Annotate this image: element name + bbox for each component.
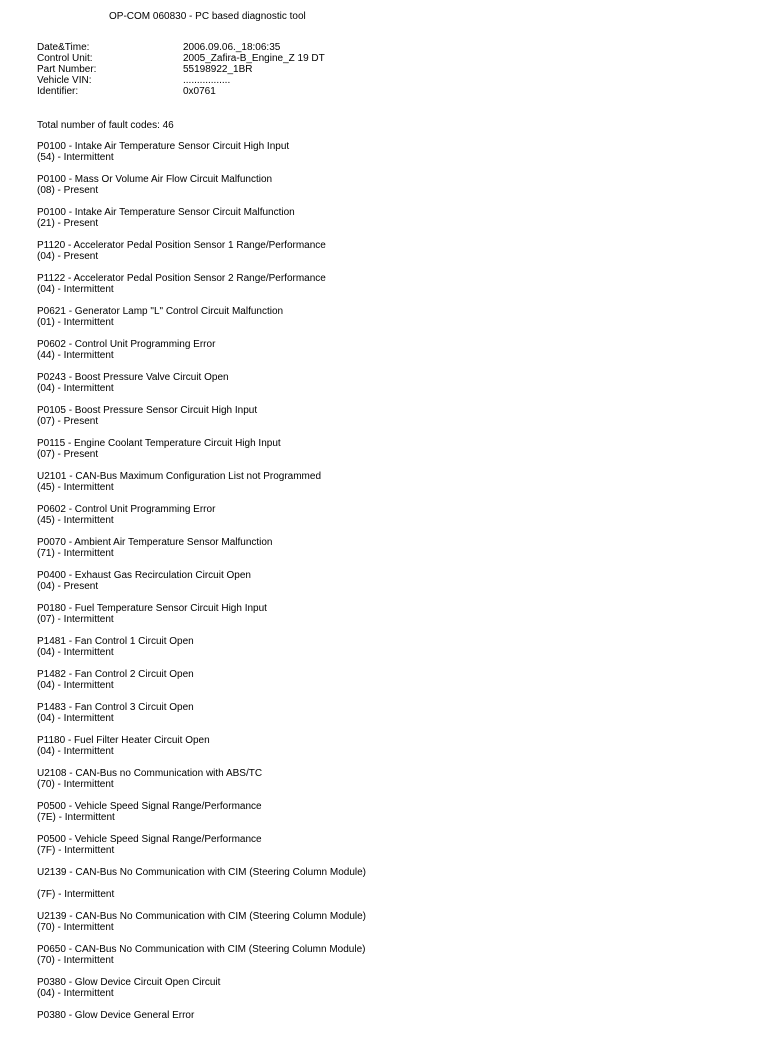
fault-status: (07) - Present	[37, 416, 99, 427]
fault-code-description: P1482 - Fan Control 2 Circuit Open	[37, 669, 194, 680]
fault-code-description: P0500 - Vehicle Speed Signal Range/Performance	[37, 834, 262, 845]
fault-status: (04) - Intermittent	[37, 647, 114, 658]
fault-entry	[37, 570, 366, 592]
fault-code-description: P1120 - Accelerator Pedal Position Sensor 1 Range/Performance	[37, 240, 326, 251]
fault-code-description: P1180 - Fuel Filter Heater Circuit Open	[37, 735, 210, 746]
info-label: Vehicle VIN:	[37, 75, 92, 86]
fault-code-description: U2108 - CAN-Bus no Communication with ABS/TC	[37, 768, 263, 779]
info-label: Date&Time:	[37, 42, 90, 53]
fault-code-description: P0115 - Engine Coolant Temperature Circuit High Input	[37, 438, 281, 449]
fault-status: (04) - Present	[37, 581, 99, 592]
fault-status: (04) - Intermittent	[37, 284, 114, 295]
fault-entry	[37, 240, 366, 262]
fault-status: (71) - Intermittent	[37, 548, 114, 559]
fault-status: (45) - Intermittent	[37, 515, 114, 526]
fault-code-description: P1122 - Accelerator Pedal Position Sensor 2 Range/Performance	[37, 273, 326, 284]
fault-list	[37, 141, 366, 1043]
fault-entry	[37, 977, 366, 999]
fault-entry	[37, 141, 366, 163]
fault-entry	[37, 735, 366, 757]
info-label: Part Number:	[37, 64, 97, 75]
fault-entry	[37, 471, 366, 493]
fault-code-description: P0650 - CAN-Bus No Communication with CIM (Steering Column Module)	[37, 944, 366, 955]
fault-entry	[37, 174, 366, 196]
fault-status: (04) - Intermittent	[37, 680, 114, 691]
fault-code-description: P0105 - Boost Pressure Sensor Circuit High Input	[37, 405, 258, 416]
fault-code-description: P0400 - Exhaust Gas Recirculation Circuit Open	[37, 570, 251, 581]
fault-status: (07) - Intermittent	[37, 614, 114, 625]
info-value: 2005_Zafira-B_Engine_Z 19 DT	[183, 53, 325, 64]
info-label: Identifier:	[37, 86, 79, 97]
fault-status	[37, 1021, 366, 1032]
fault-entry	[37, 669, 366, 691]
fault-entry	[37, 306, 366, 328]
fault-code-description: P0500 - Vehicle Speed Signal Range/Performance	[37, 801, 262, 812]
fault-code-description: P1483 - Fan Control 3 Circuit Open	[37, 702, 194, 713]
fault-entry	[37, 801, 366, 823]
fault-entry	[37, 438, 366, 460]
info-value: 2006.09.06._18:06:35	[183, 42, 281, 53]
fault-status: (70) - Intermittent	[37, 955, 114, 966]
fault-code-description: P0100 - Intake Air Temperature Sensor Circuit Malfunction	[37, 207, 295, 218]
fault-entry	[37, 207, 366, 229]
info-value: 0x0761	[183, 86, 216, 97]
document-title: OP-COM 060830 - PC based diagnostic tool	[109, 11, 306, 22]
fault-code-description: P1481 - Fan Control 1 Circuit Open	[37, 636, 194, 647]
fault-status: (44) - Intermittent	[37, 350, 114, 361]
fault-status: (21) - Present	[37, 218, 99, 229]
fault-status: (7F) - Intermittent	[37, 889, 115, 900]
fault-entry	[37, 702, 366, 724]
fault-code-description: P0380 - Glow Device Circuit Open Circuit	[37, 977, 221, 988]
fault-code-description: P0180 - Fuel Temperature Sensor Circuit High Input	[37, 603, 267, 614]
fault-entry	[37, 911, 366, 933]
info-value: .................	[183, 75, 231, 86]
fault-code-description: P0602 - Control Unit Programming Error	[37, 504, 216, 515]
fault-entry	[37, 405, 366, 427]
fault-entry	[37, 372, 366, 394]
fault-count-summary: Total number of fault codes: 46	[37, 120, 174, 131]
fault-status: (7E) - Intermittent	[37, 812, 115, 823]
fault-entry	[37, 537, 366, 559]
fault-entry	[37, 867, 366, 900]
fault-entry	[37, 834, 366, 856]
fault-status: (54) - Intermittent	[37, 152, 114, 163]
fault-status: (70) - Intermittent	[37, 779, 114, 790]
fault-status: (04) - Intermittent	[37, 383, 114, 394]
fault-entry	[37, 1010, 366, 1032]
fault-entry	[37, 768, 366, 790]
fault-entry	[37, 504, 366, 526]
fault-entry	[37, 339, 366, 361]
fault-status: (70) - Intermittent	[37, 922, 114, 933]
fault-code-description: P0100 - Mass Or Volume Air Flow Circuit Malfunction	[37, 174, 273, 185]
fault-code-description: P0100 - Intake Air Temperature Sensor Circuit High Input	[37, 141, 290, 152]
fault-status: (04) - Intermittent	[37, 988, 114, 999]
fault-status: (07) - Present	[37, 449, 99, 460]
fault-status: (04) - Present	[37, 251, 99, 262]
info-value: 55198922_1BR	[183, 64, 253, 75]
fault-status: (45) - Intermittent	[37, 482, 114, 493]
fault-code-description: P0621 - Generator Lamp "L" Control Circuit Malfunction	[37, 306, 284, 317]
fault-code-description: P0602 - Control Unit Programming Error	[37, 339, 216, 350]
info-label: Control Unit:	[37, 53, 93, 64]
fault-entry	[37, 603, 366, 625]
fault-status: (01) - Intermittent	[37, 317, 114, 328]
fault-code-description: P0380 - Glow Device General Error	[37, 1010, 195, 1021]
fault-code-description: U2139 - CAN-Bus No Communication with CIM (Steering Column Module)	[37, 867, 367, 878]
fault-code-description: U2139 - CAN-Bus No Communication with CIM (Steering Column Module)	[37, 911, 367, 922]
fault-code-description: P0070 - Ambient Air Temperature Sensor Malfunction	[37, 537, 273, 548]
fault-code-description: U2101 - CAN-Bus Maximum Configuration List not Programmed	[37, 471, 321, 482]
fault-status: (04) - Intermittent	[37, 746, 114, 757]
fault-entry	[37, 636, 366, 658]
fault-status: (08) - Present	[37, 185, 99, 196]
fault-entry	[37, 273, 366, 295]
fault-status: (7F) - Intermittent	[37, 845, 115, 856]
fault-code-description: P0243 - Boost Pressure Valve Circuit Open	[37, 372, 229, 383]
fault-status: (04) - Intermittent	[37, 713, 114, 724]
fault-entry	[37, 944, 366, 966]
